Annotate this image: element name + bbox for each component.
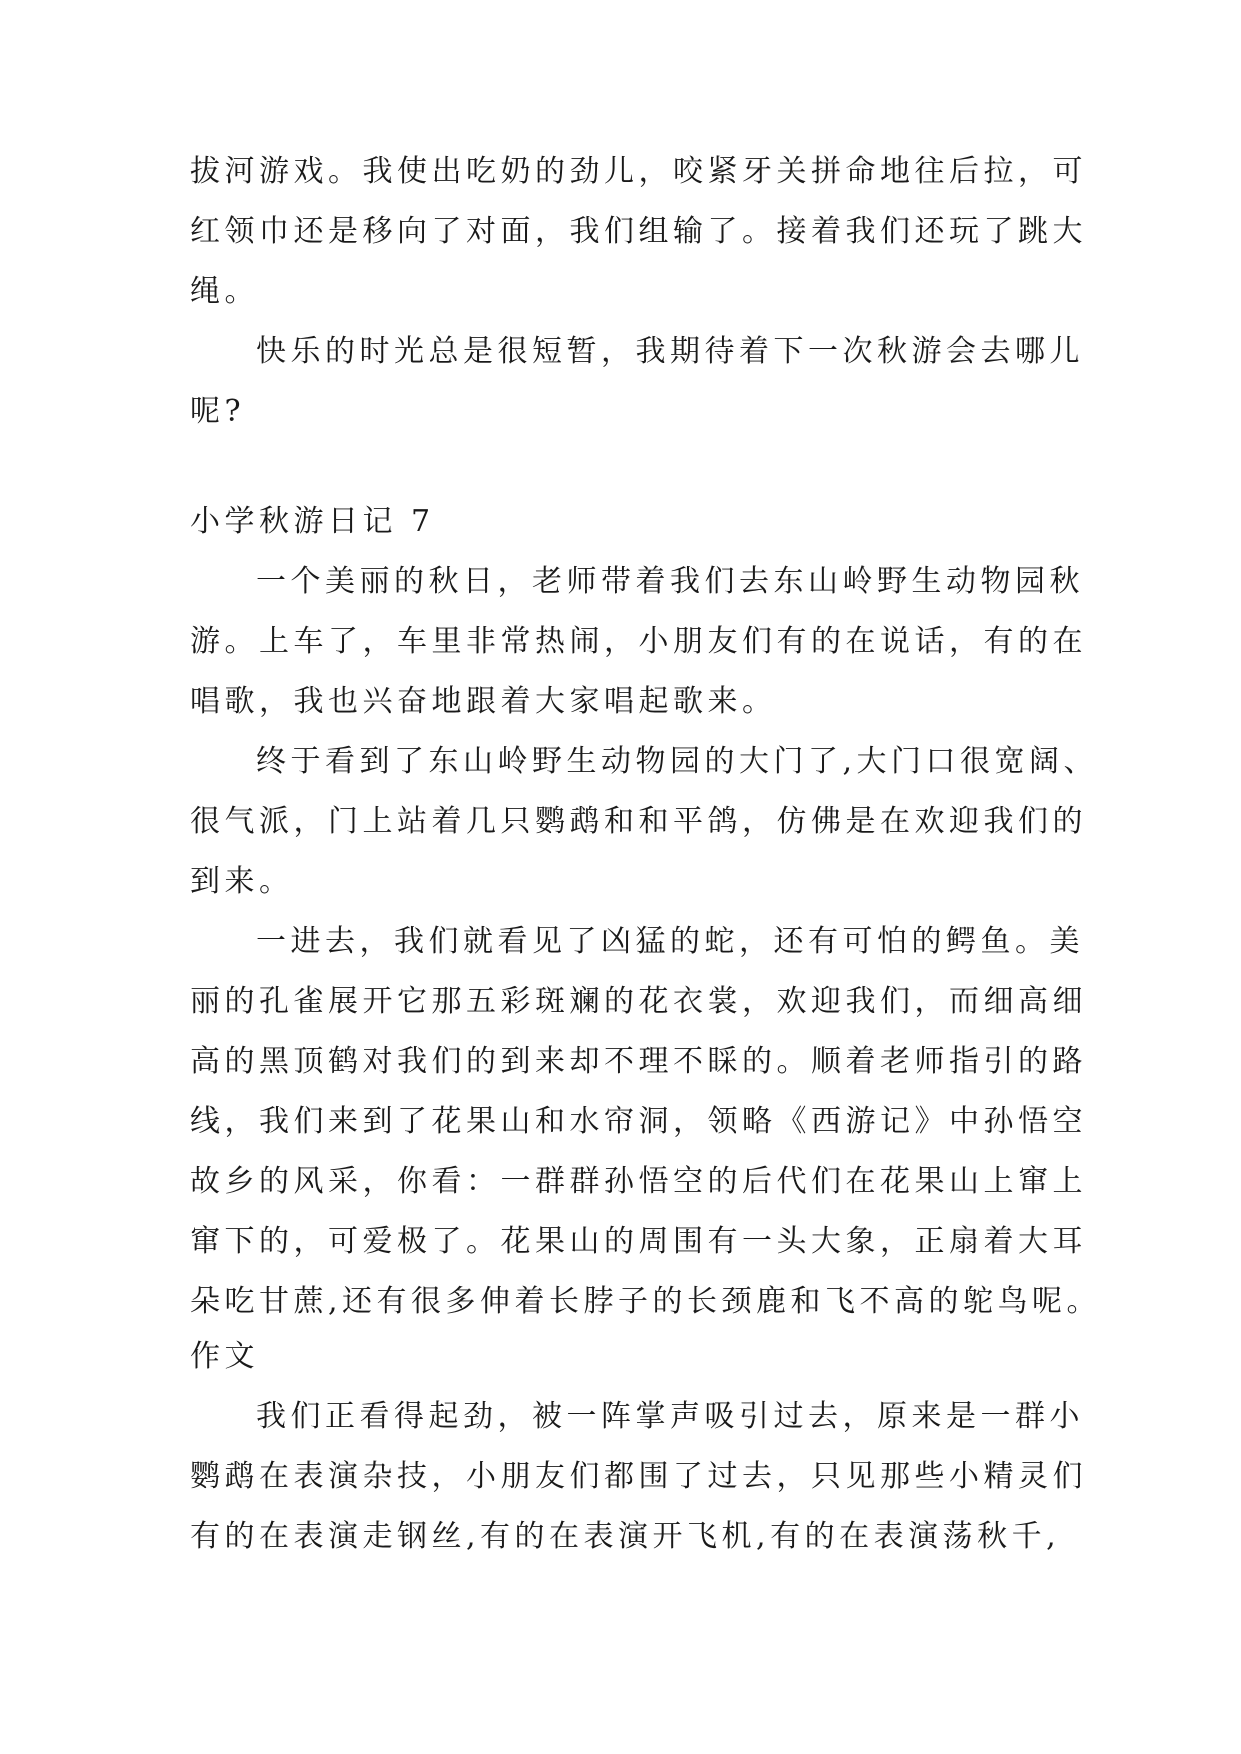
- paragraph-start-line: 终于看到了东山岭野生动物园的大门了,大门口很宽阔、: [256, 744, 1099, 779]
- text-line: 唱歌，我也兴奋地跟着大家唱起歌来。: [190, 684, 777, 719]
- text-line: 线，我们来到了花果山和水帘洞，领略《西游记》中孙悟空: [190, 1104, 1087, 1139]
- paragraph-start-line: 一进去，我们就看见了凶猛的蛇，还有可怕的鳄鱼。美: [256, 924, 1084, 959]
- text-line: 丽的孔雀展开它那五彩斑斓的花衣裳，欢迎我们，而细高细: [190, 984, 1087, 1019]
- text-line: 朵吃甘蔗,还有很多伸着长脖子的长颈鹿和飞不高的鸵鸟呢。: [190, 1284, 1102, 1319]
- text-line: 拔河游戏。我使出吃奶的劲儿，咬紧牙关拼命地往后拉，可: [190, 154, 1087, 189]
- text-line: 高的黑顶鹤对我们的到来却不理不睬的。顺着老师指引的路: [190, 1044, 1087, 1079]
- text-line: 呢?: [190, 394, 246, 429]
- paragraph-start-line: 我们正看得起劲，被一阵掌声吸引过去，原来是一群小: [256, 1399, 1084, 1434]
- text-line: 鹦鹉在表演杂技，小朋友们都围了过去，只见那些小精灵们: [190, 1459, 1087, 1494]
- text-line: 窜下的，可爱极了。花果山的周围有一头大象，正扇着大耳: [190, 1224, 1087, 1259]
- text-line: 故乡的风采，你看：一群群孙悟空的后代们在花果山上窜上: [190, 1164, 1087, 1199]
- text-line: 游。上车了，车里非常热闹，小朋友们有的在说话，有的在: [190, 624, 1087, 659]
- text-line: 绳。: [190, 274, 259, 309]
- text-line: 有的在表演走钢丝,有的在表演开飞机,有的在表演荡秋千,: [190, 1519, 1061, 1554]
- text-line: 很气派，门上站着几只鹦鹉和和平鸽，仿佛是在欢迎我们的: [190, 804, 1087, 839]
- text-line: 作文: [190, 1339, 259, 1374]
- paragraph-start-line: 快乐的时光总是很短暂，我期待着下一次秋游会去哪儿: [256, 334, 1084, 369]
- paragraph-start-line: 一个美丽的秋日，老师带着我们去东山岭野生动物园秋: [256, 564, 1084, 599]
- text-line: 到来。: [190, 864, 294, 899]
- text-line: 红领巾还是移向了对面，我们组输了。接着我们还玩了跳大: [190, 214, 1087, 249]
- section-title: 小学秋游日记 7: [190, 504, 435, 539]
